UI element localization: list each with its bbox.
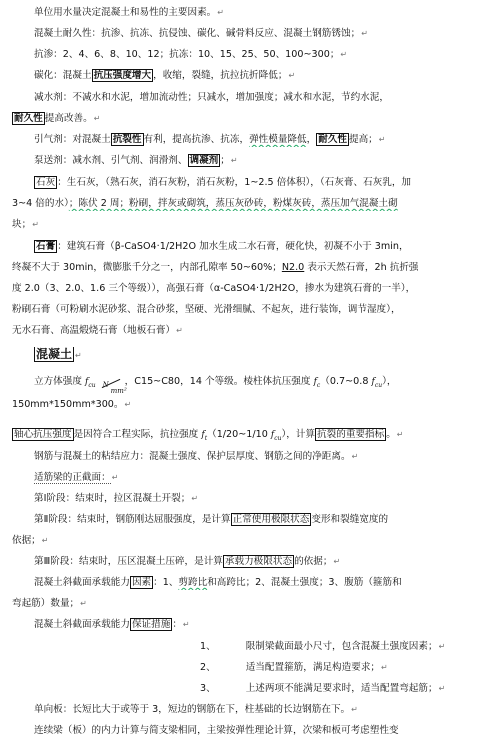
text-bent-bars: 弯起筋）数量； (12, 598, 80, 609)
text-carbonation-rest: ，收缩，裂缝，抗拉抗折降低； (153, 70, 288, 81)
boxed-lime: 石灰 (36, 177, 56, 188)
line-stage-1: 第Ⅰ阶段：结束时，拉区混凝土开裂；↵ (34, 493, 199, 504)
section-heading-concrete: 混凝土 (36, 347, 73, 361)
text-period: 。 (386, 429, 396, 440)
text-bond-stress: 钢筋与混凝土的粘结应力：混凝土强度、保护层厚度、钢筋之间的净距离。 (34, 451, 351, 462)
text-prism-strength: ，C15~C80，14 个等级。棱柱体抗压强度 (124, 376, 314, 387)
boxed-factors: 因素 (131, 577, 152, 588)
text-colon: ： (172, 619, 182, 630)
line-carbonation: 碳化：混凝土 抗压强度增大 ，收缩，裂缝，抗拉抗折降低；↵ (34, 70, 296, 81)
boxed-durability-2: 耐久性 (318, 134, 347, 145)
text-pumping-agent: 泵送剂：减水剂、引气剂、润滑剂、 (34, 155, 188, 166)
text-block: 块； (12, 219, 32, 230)
list-item: 3、 上述两项不能满足要求时，适当配置弯起筋；↵ (200, 683, 446, 694)
text-elastic-modulus: 弹性模量降低 (249, 134, 307, 145)
text-carbonation: 碳化：混凝土 (34, 70, 92, 81)
text-ratio: （0.7~0.8 (320, 376, 372, 387)
text-shear-capacity: 混凝土斜截面承载能力 (34, 577, 130, 588)
line-durability: 混凝土耐久性：抗渗、抗冻、抗侵蚀、碳化、碱骨料反应、混凝土钢筋锈蚀；↵ (34, 28, 368, 39)
boxed-strength-increase: 抗压强度增大 (93, 70, 152, 81)
line-gypsum (34, 240, 489, 254)
boxed-ultimate-state: 承载力极限状态 (224, 556, 293, 567)
text-durability: 混凝土耐久性：抗渗、抗冻、抗侵蚀、碳化、碱骨料反应、混凝土钢筋锈蚀； (34, 28, 361, 39)
boxed-durability: 耐久性 (14, 113, 43, 124)
line-continuous-beam (34, 724, 489, 738)
line-gypsum-4 (12, 303, 489, 317)
text-comma: ， (306, 134, 317, 145)
line-durability-improve: 耐久性 提高改善。↵ (14, 113, 101, 124)
line-lime-3: 块；↵ (12, 219, 39, 230)
text-specimen-size: 150mm*150mm*300。 (12, 399, 124, 410)
text-measure-2: 适当配置箍筋，满足构造要求； (245, 662, 381, 673)
list-number-2: 2、 (200, 662, 216, 673)
text-engineering: 是因符合工程实际，抗拉强度 (73, 429, 202, 440)
line-shear-factors-2: 弯起筋）数量；↵ (12, 598, 87, 609)
line-cube-strength: 立方体强度 $f_{cu}$ N mm² ，C15~C80，14 个等级。棱柱体抗压强度 $f_c(0.7\sim 0.8$ $f_{cu}$）， (34, 376, 397, 395)
text-lime-water: 3~4 倍的水） (12, 198, 69, 209)
text-continuous-beam: 连续梁（板）的内力计算与简支梁相同，主梁按弹性理论计算，次梁和板可考虑塑性变 (34, 725, 399, 736)
text-stage-1: 第Ⅰ阶段：结束时，拉区混凝土开裂； (34, 493, 191, 504)
text-n20: N2.0 (281, 262, 305, 273)
boxed-crack-index: 抗裂的重要指标 (317, 429, 385, 440)
line-stage-2 (34, 513, 489, 527)
text-tensile-ratio: （1/20~1/10 (207, 429, 271, 440)
text-water-reducer: 减水剂：不减水和水泥，增加流动性；只减水，增加强度；减水和水泥，节约水泥， (34, 92, 389, 103)
formula-fcu-3: $f_{cu}$ (270, 430, 282, 442)
boxed-measures: 保证措施 (131, 619, 171, 630)
line-bond-stress: 钢筋与混凝土的粘结应力：混凝土强度、保护层厚度、钢筋之间的净距离。↵ (34, 451, 359, 462)
text-air-entraining: 引气剂：对混凝土 (34, 134, 111, 145)
text-lime-aging: ；陈伏 2 周；粉刷，拌灰或砌筑，蒸压灰砂砖，粉煤灰砖，蒸压加气混凝土砌 (68, 198, 398, 209)
text-shear-factors: 和高跨比；2、混凝土强度；3、腹筋（箍筋和 (207, 577, 402, 588)
text-semicolon: ； (220, 155, 230, 166)
text-water-content: 单位用水量决定混凝土和易性的主要因素。 (34, 7, 217, 18)
formula-fc: $f_c$ (313, 377, 321, 389)
list-item: 2、 适当配置箍筋，满足构造要求；↵ (200, 662, 388, 673)
text-stage-3-rest: 的依据； (294, 556, 333, 567)
line-stage-2b: 依据；↵ (12, 535, 49, 546)
list-item: 1、 限制梁截面最小尺寸，包含混凝土强度因素；↵ (200, 641, 446, 652)
list-number-3: 3、 (200, 683, 216, 694)
line-gypsum-5: 无水石膏、高温煅烧石膏（地板石膏）↵ (12, 325, 183, 336)
list-number-1: 1、 (200, 641, 216, 652)
line-impermeability: 抗渗：2、4、6、8、10、12；抗冻：10、15、25、50、100~300；↵ (34, 49, 348, 60)
line-shear-factors (34, 576, 489, 590)
line-axial-strength: 轴心抗压强度 是因符合工程实际，抗拉强度 $f_t(1/20\sim 1/10$ $f_{cu}$），计算 抗裂的重要指标 。↵ (14, 429, 404, 442)
line-pumping-agent: 泵送剂：减水剂、引气剂、润滑剂、 调凝剂 ；↵ (34, 155, 238, 166)
text-cube-strength: 立方体强度 (34, 376, 86, 387)
line-shear-measures: 混凝土斜截面承载能力 保证措施 ：↵ (34, 619, 190, 630)
text-natural-gypsum: 表示天然石膏，2h 抗折强 (304, 262, 419, 273)
line-concrete-heading: 混凝土 ↵ (36, 347, 82, 361)
text-basis: 依据； (12, 535, 41, 546)
line-one-way-slab: 单向板：长短比大于或等于 3，短边的钢筋在下，柱基础的长边钢筋在下。↵ (34, 704, 358, 715)
boxed-axial-strength: 轴心抗压强度 (14, 429, 72, 440)
text-shear-capacity-2: 混凝土斜截面承载能力 (34, 619, 130, 630)
text-beam-section: 适筋梁的正截面： (34, 472, 111, 483)
text-stage-2: 第Ⅱ阶段：结束时，钢筋刚达屈服强度，是计算 (34, 514, 231, 525)
line-gypsum-2 (12, 261, 489, 275)
text-air-entraining-mid: 有利，提高抗渗、抗冻， (143, 134, 250, 145)
text-measure-3: 上述两项不能满足要求时，适当配置弯起筋； (245, 683, 438, 694)
boxed-gypsum: 石膏 (36, 241, 56, 252)
line-gypsum-3 (12, 282, 489, 296)
formula-ft: $f_t$ (201, 430, 208, 442)
text-stage-3: 第Ⅲ阶段：结束时，压区混凝土压碎，是计算 (34, 556, 223, 567)
line-stage-3: 第Ⅲ阶段：结束时，压区混凝土压碎，是计算 承载力极限状态 的依据；↵ (34, 556, 341, 567)
text-item-1: ：1、 (153, 577, 179, 588)
line-air-entraining: 引气剂：对混凝土 抗裂性 有利，提高抗渗、抗冻，弹性模量降低， 耐久性 提高；↵ (34, 134, 386, 145)
text-air-entraining-end: 提高； (349, 134, 378, 145)
text-stage-2-rest: 变形和裂缝宽度的 (311, 514, 389, 525)
text-anhydrous-gypsum: 无水石膏、高温煅烧石膏（地板石膏） (12, 325, 176, 336)
formula-fcu-2: $f_{cu}$ (371, 377, 383, 389)
line-specimen-size: 150mm*150mm*300。↵ (12, 399, 132, 410)
boxed-setting-agent: 调凝剂 (189, 155, 219, 166)
formula-fcu: $f_{cu}$ (85, 377, 96, 389)
line-lime-2 (12, 197, 489, 211)
line-lime (34, 176, 489, 190)
text-one-way-slab: 单向板：长短比大于或等于 3，短边的钢筋在下，柱基础的长边钢筋在下。 (34, 704, 351, 715)
line-water-content: 单位用水量决定混凝土和易性的主要因素。↵ (34, 7, 224, 18)
boxed-serviceability: 正常使用极限状态 (232, 514, 310, 525)
text-measure-1: 限制梁截面最小尺寸，包含混凝土强度因素； (245, 641, 438, 652)
boxed-crack-resistance: 抗裂性 (112, 134, 142, 145)
text-gypsum: ：建筑石膏（β-CaSO4·1/2H2O 加水生成二水石膏，硬化快，初凝不小于 3min， (57, 241, 409, 252)
line-beam-section: 适筋梁的正截面：↵ (34, 472, 119, 483)
text-shear-span: 剪跨比 (178, 577, 208, 588)
text-final-set: 终凝不大于 30min，微膨胀千分之一，内部孔隙率 50~60%； (12, 262, 282, 273)
text-high-strength-gypsum: 度 2.0（3、2.0、1.6 三个等级）），高强石膏（α-CaSO4·1/2H2O，掺水为建筑石膏的一半）， (12, 283, 416, 294)
text-compute: ），计算 (281, 429, 316, 440)
line-water-reducer (34, 91, 489, 105)
text-improve: 提高改善。 (44, 113, 93, 124)
text-lime: ：生石灰，（熟石灰，消石灰粉，消石灰粉，1~2.5 倍体积），（石灰膏、石灰乳，加 (57, 177, 412, 188)
text-plaster-gypsum: 粉刷石膏（可粉刷水泥砂浆、混合砂浆，坚硬、光滑细腻、不起灰，进行装饰，调节湿度）， (12, 304, 401, 315)
text-ratio-end: ）， (382, 376, 397, 387)
text-impermeability: 抗渗：2、4、6、8、10、12；抗冻：10、15、25、50、100~300； (34, 49, 340, 60)
